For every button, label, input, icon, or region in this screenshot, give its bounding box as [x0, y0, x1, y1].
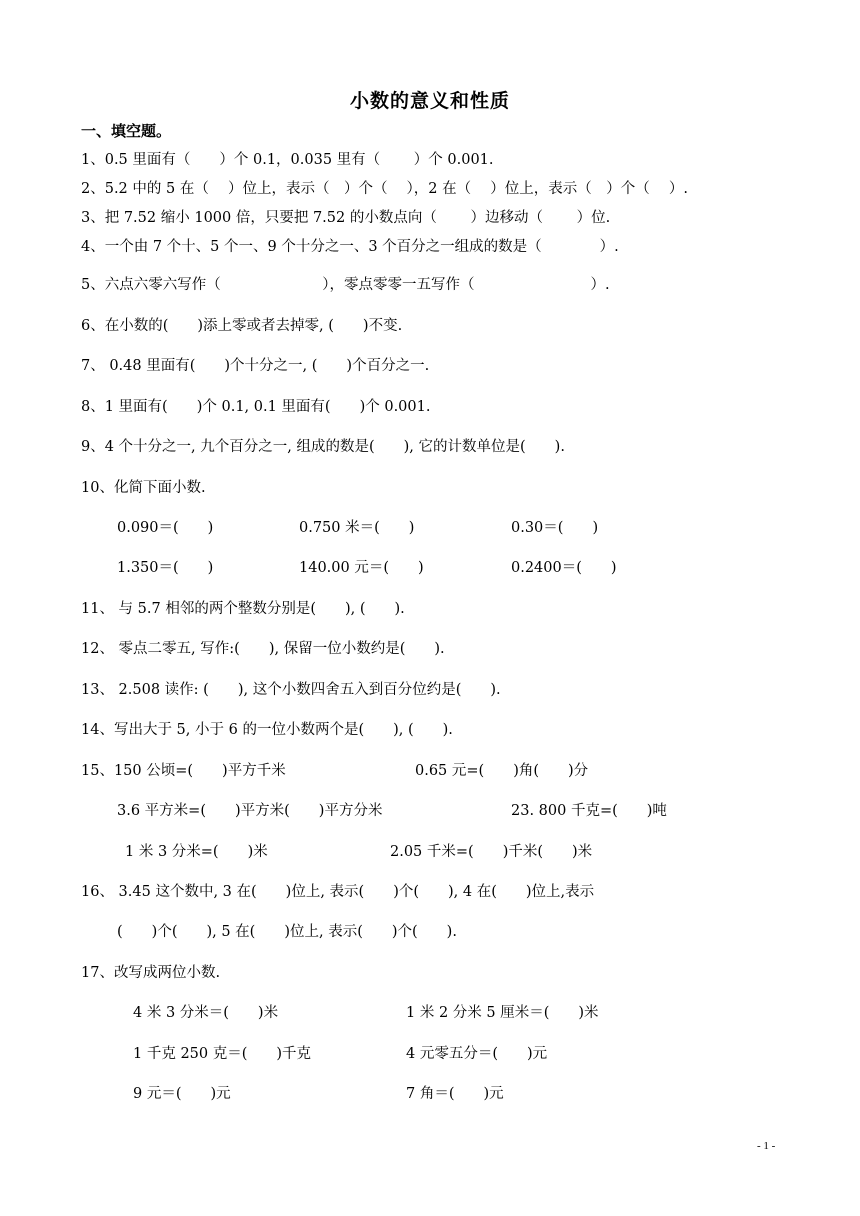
- question-11: 11、 与 5.7 相邻的两个整数分别是( ), ( ).: [81, 601, 405, 617]
- q15-item: 1 米 3 分米=( )米: [125, 844, 268, 860]
- question-2: 2、5.2 中的 5 在（ ）位上，表示（ ）个（ ），2 在（ ）位上，表示（ ）个（ ）.: [81, 181, 688, 197]
- q17-item: 7 角＝( )元: [406, 1086, 504, 1102]
- q10-item: 0.750 米＝( ): [299, 520, 415, 536]
- question-14: 14、写出大于 5, 小于 6 的一位小数两个是( ), ( ).: [81, 722, 453, 738]
- q15-item: 2.05 千米=( )千米( )米: [390, 844, 593, 860]
- question-6: 6、在小数的( )添上零或者去掉零, ( )不变.: [81, 318, 403, 334]
- q10-item: 0.30＝( ): [511, 520, 599, 536]
- question-12: 12、 零点二零五, 写作:( ), 保留一位小数约是( ).: [81, 641, 445, 657]
- q15-item: 15、150 公顷=( )平方千米: [81, 763, 286, 779]
- question-13: 13、 2.508 读作: ( ), 这个小数四舍五入到百分位约是( ).: [81, 682, 501, 698]
- page-title: 小数的意义和性质: [349, 90, 510, 112]
- question-16-line-1: 16、 3.45 这个数中, 3 在( )位上, 表示( )个( ), 4 在( )位上,表示: [81, 884, 595, 900]
- question-7: 7、 0.48 里面有( )个十分之一, ( )个百分之一.: [81, 358, 430, 374]
- question-16-line-2: ( )个( ), 5 在( )位上, 表示( )个( ).: [117, 924, 457, 940]
- question-1: 1、0.5 里面有（ ）个 0.1，0.035 里有（ ）个 0.001.: [81, 152, 494, 168]
- question-4: 4、一个由 7 个十、5 个一、9 个十分之一、3 个百分之一组成的数是（ ）.: [81, 239, 619, 255]
- q10-item: 140.00 元＝( ): [299, 560, 424, 576]
- section-heading: 一、填空题。: [81, 122, 172, 140]
- q17-item: 4 米 3 分米＝( )米: [133, 1005, 279, 1021]
- q10-item: 0.2400＝( ): [511, 560, 617, 576]
- q15-item: 0.65 元=( )角( )分: [415, 763, 589, 779]
- q17-item: 1 千克 250 克＝( )千克: [133, 1046, 312, 1062]
- question-9: 9、4 个十分之一, 九个百分之一, 组成的数是( ), 它的计数单位是( ).: [81, 439, 565, 455]
- q10-item: 0.090＝( ): [117, 520, 214, 536]
- q15-item: 3.6 平方米=( )平方米( )平方分米: [117, 803, 383, 819]
- q17-item: 4 元零五分＝( )元: [406, 1046, 548, 1062]
- q10-item: 1.350＝( ): [117, 560, 214, 576]
- q17-item: 9 元＝( )元: [133, 1086, 231, 1102]
- page-number: - 1 -: [757, 1140, 776, 1152]
- question-5: 5、六点六零六写作（ ），零点零零一五写作（ ）.: [81, 277, 610, 293]
- q17-item: 1 米 2 分米 5 厘米＝( )米: [406, 1005, 599, 1021]
- question-3: 3、把 7.52 缩小 1000 倍，只要把 7.52 的小数点向（ ）边移动（ ）位.: [81, 210, 611, 226]
- question-8: 8、1 里面有( )个 0.1, 0.1 里面有( )个 0.001.: [81, 399, 431, 415]
- question-17: 17、改写成两位小数.: [81, 965, 221, 981]
- question-10: 10、化简下面小数.: [81, 480, 206, 496]
- q15-item: 23. 800 千克=( )吨: [511, 803, 667, 819]
